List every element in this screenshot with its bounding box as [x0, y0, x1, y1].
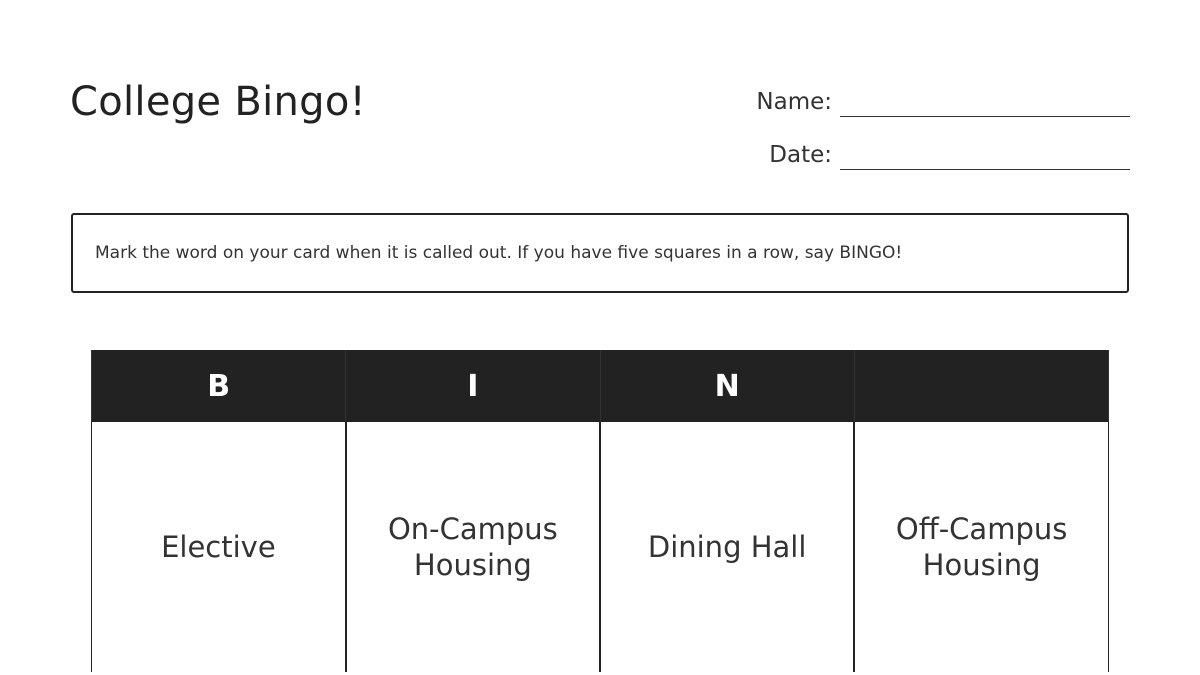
column-header-n: N [600, 350, 854, 422]
instructions-text: Mark the word on your card when it is called out. If you have five squares in a row, say BINGO! [95, 243, 903, 263]
name-label: Name: [756, 89, 832, 115]
column-header-i: I [346, 350, 600, 422]
date-label: Date: [769, 142, 832, 168]
column-header-g [854, 350, 1108, 422]
bingo-header-row [92, 350, 1109, 422]
instructions-box [71, 213, 1129, 293]
bingo-square-on-campus-housing[interactable]: On-Campus Housing [346, 422, 600, 672]
name-blank-line[interactable] [840, 86, 1130, 117]
page-title: College Bingo! [70, 79, 366, 125]
bingo-square-off-campus-housing[interactable]: Off-Campus Housing [854, 422, 1108, 672]
bingo-row [92, 422, 1109, 672]
bingo-square-elective[interactable]: Elective [92, 422, 346, 672]
name-field-row [700, 81, 1130, 117]
column-header-b: B [92, 350, 346, 422]
date-field-row [700, 134, 1130, 170]
bingo-square-dining-hall[interactable]: Dining Hall [600, 422, 854, 672]
bingo-card [91, 350, 1109, 672]
date-blank-line[interactable] [840, 139, 1130, 170]
